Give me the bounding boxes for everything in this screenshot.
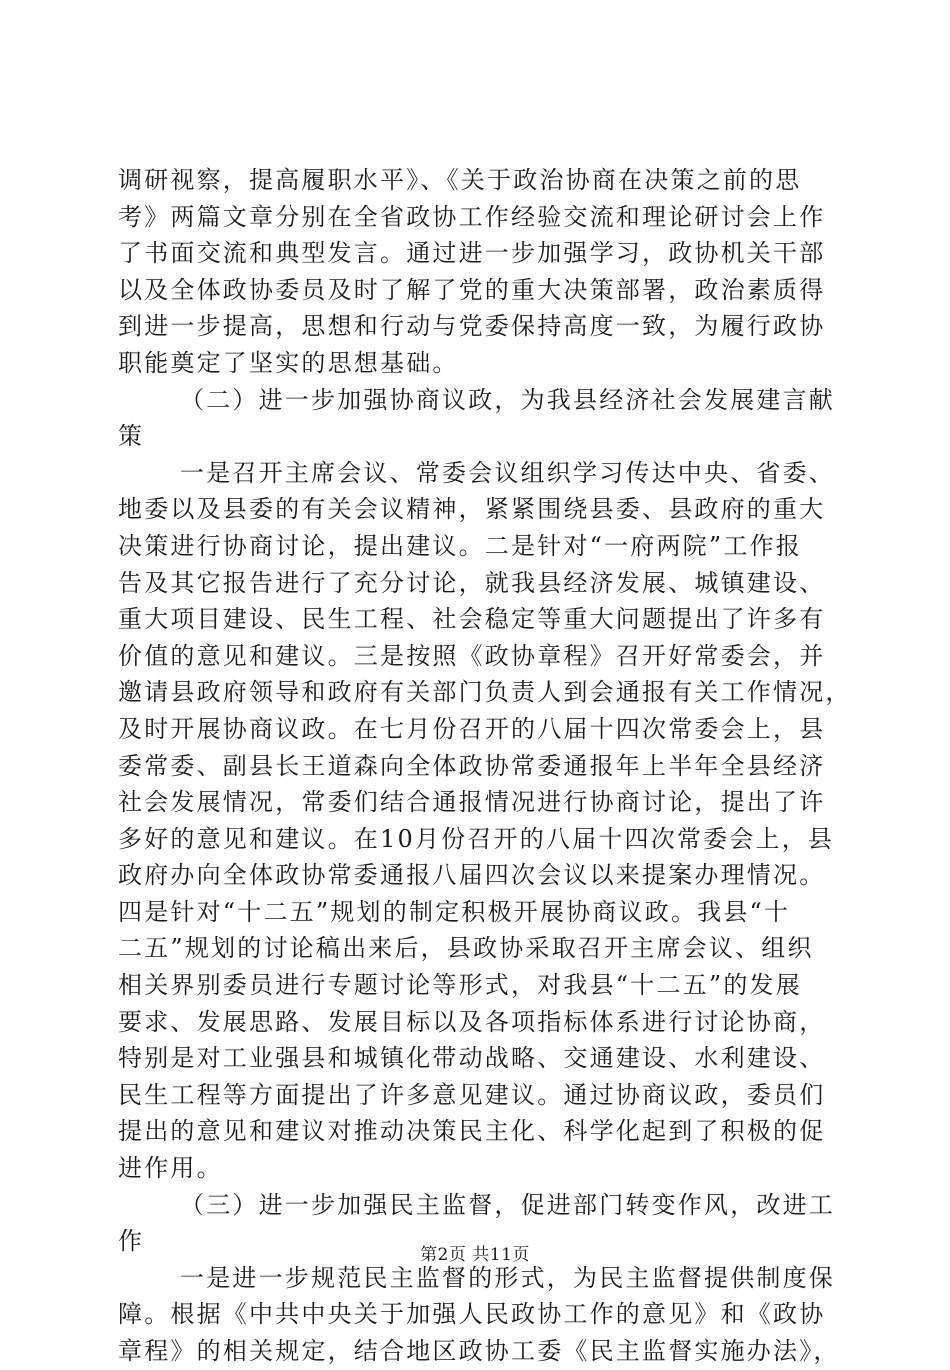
text-line: 重大项目建设、民生工程、社会稳定等重大问题提出了许多有 — [118, 605, 826, 634]
text-line: 政府办向全体政协常委通报八届四次会议以来提案办理情况。 — [118, 861, 826, 890]
page-footer: 第2页 共11页 — [420, 1245, 530, 1265]
text-line: 以及全体政协委员及时了解了党的重大决策部署，政治素质得 — [118, 275, 826, 304]
text-line: 进作用。 — [118, 1154, 223, 1183]
text-line: 考》两篇文章分别在全省政协工作经验交流和理论研讨会上作 — [118, 202, 826, 231]
text-line: 调研视察，提高履职水平》、《关于政治协商在决策之前的思 — [118, 166, 802, 194]
text-line: 邀请县政府领导和政府有关部门负责人到会通报有关工作情况， — [118, 678, 852, 707]
text-line: 一是召开主席会议、常委会议组织学习传达中央、省委、 — [180, 458, 835, 487]
text-line: 到进一步提高，思想和行动与党委保持高度一致，为履行政协 — [118, 312, 826, 341]
text-line: 社会发展情况，常委们结合通报情况进行协商讨论，提出了许 — [118, 788, 826, 817]
text-line: 四是针对“十二五”规划的制定积极开展协商议政。我县“十 — [118, 897, 791, 926]
text-line: 相关界别委员进行专题讨论等形式，对我县“十二五”的发展 — [118, 971, 802, 1000]
text-line: 职能奠定了坚实的思想基础。 — [118, 348, 459, 377]
text-line: 作 — [118, 1227, 145, 1256]
text-line: 提出的意见和建议对推动决策民主化、科学化起到了积极的促 — [118, 1117, 826, 1146]
text-line: 一是进一步规范民主监督的形式，为民主监督提供制度保 — [180, 1263, 835, 1292]
text-line: 地委以及县委的有关会议精神，紧紧围绕县委、县政府的重大 — [118, 495, 826, 524]
text-line: 多好的意见和建议。在10月份召开的八届十四次常委会上，县 — [118, 824, 835, 853]
text-line: 障。根据《中共中央关于加强人民政协工作的意见》和《政协 — [118, 1300, 826, 1329]
text-line: 告及其它报告进行了充分讨论，就我县经济发展、城镇建设、 — [118, 568, 826, 597]
text-line: 民生工程等方面提出了许多意见建议。通过协商议政，委员们 — [118, 1080, 826, 1109]
text-line: 二五”规划的讨论稿出来后，县政协采取召开主席会议、组织 — [118, 934, 814, 963]
text-line: 委常委、副县长王道森向全体政协常委通报年上半年全县经济 — [118, 751, 826, 780]
text-line: （二）进一步加强协商议政，为我县经济社会发展建言献 — [180, 385, 835, 414]
text-line: （三）进一步加强民主监督，促进部门转变作风，改进工 — [180, 1190, 835, 1219]
text-line: 特别是对工业强县和城镇化带动战略、交通建设、水利建设、 — [118, 1044, 826, 1073]
text-line: 了书面交流和典型发言。通过进一步加强学习，政协机关干部 — [118, 239, 826, 268]
text-line: 要求、发展思路、发展目标以及各项指标体系进行讨论协商， — [118, 1007, 826, 1036]
text-line: 价值的意见和建议。三是按照《政协章程》召开好常委会，并 — [118, 641, 826, 670]
document-body — [118, 162, 852, 1370]
text-line: 章程》的相关规定，结合地区政协工委《民主监督实施办法》， — [118, 1337, 840, 1365]
text-line: 及时开展协商议政。在七月份召开的八届十四次常委会上，县 — [118, 714, 826, 743]
text-line: 策 — [118, 422, 145, 451]
text-line: 决策进行协商讨论，提出建议。二是针对“一府两院”工作报 — [118, 531, 802, 560]
